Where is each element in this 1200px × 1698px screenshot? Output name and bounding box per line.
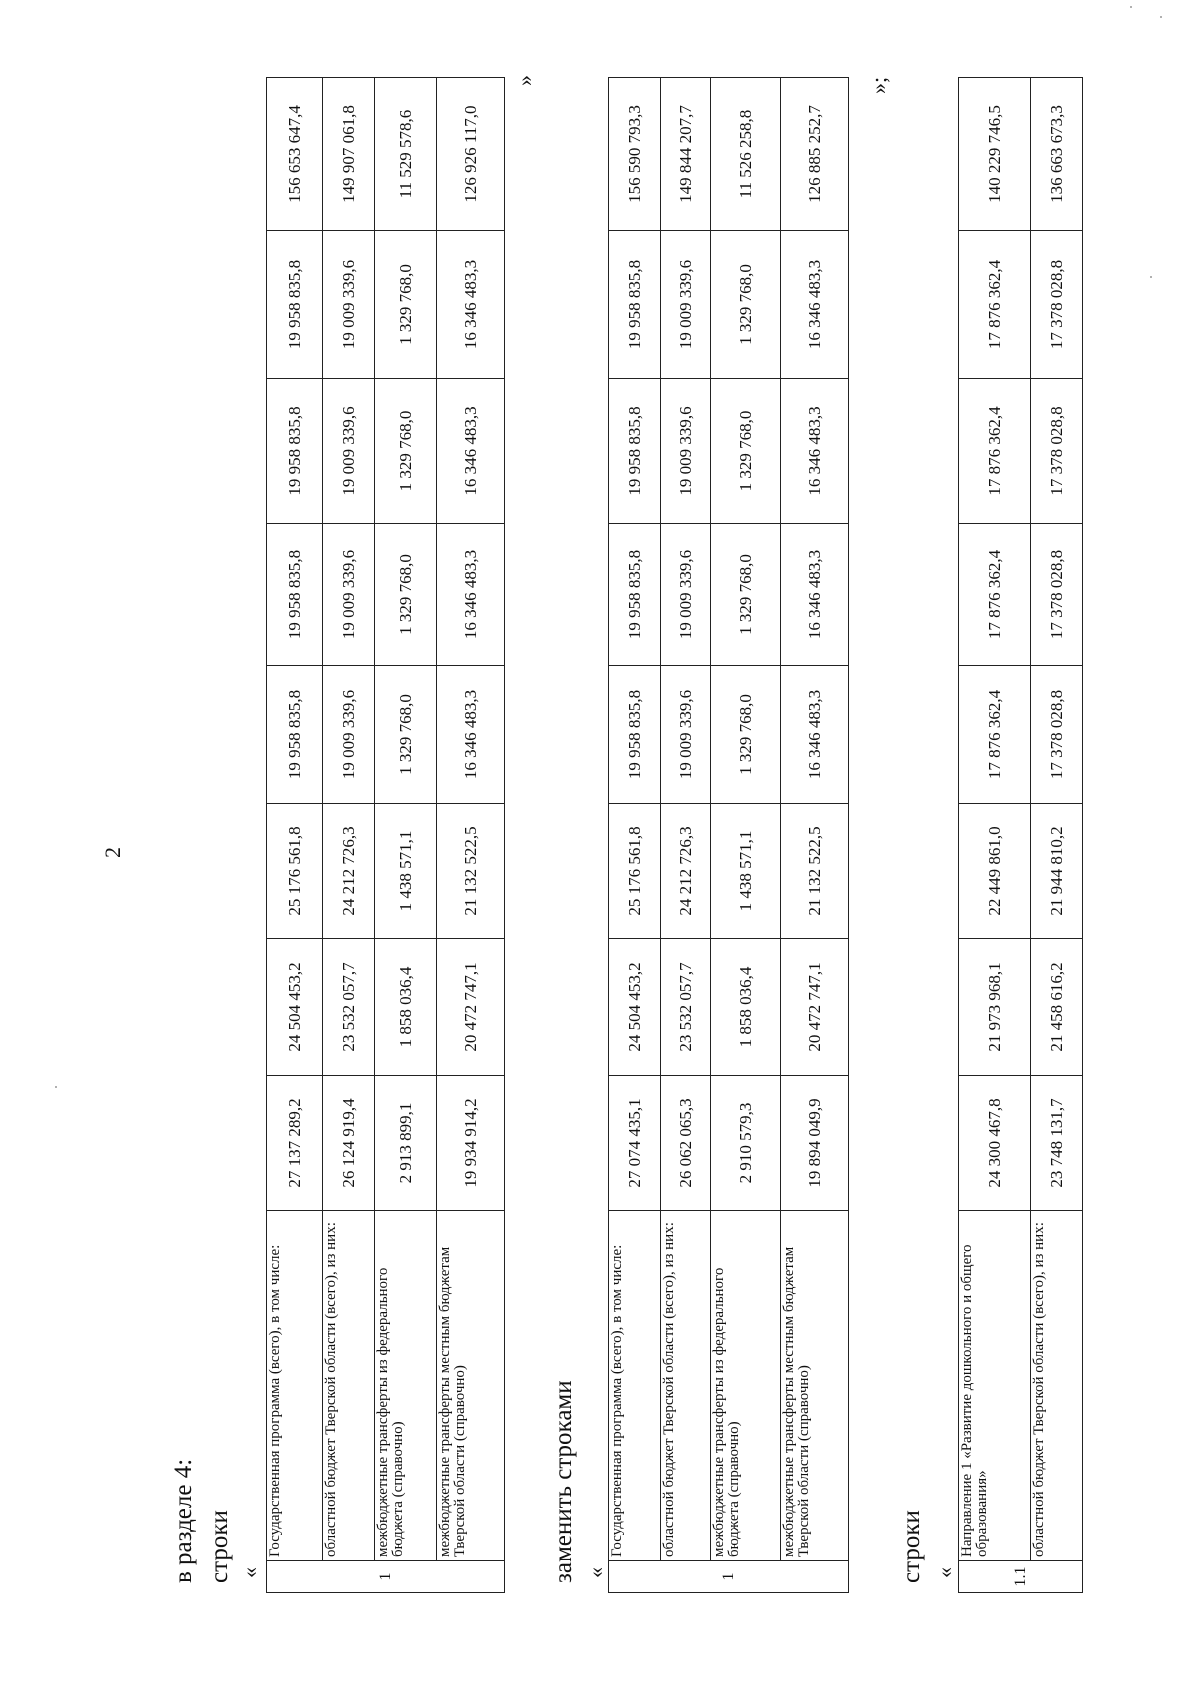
value-cell: 24 504 453,2 — [609, 939, 661, 1076]
value-cell: 1 329 768,0 — [375, 379, 437, 524]
value-cell: 17 378 028,8 — [1031, 231, 1083, 379]
value-cell: 19 009 339,6 — [661, 379, 711, 524]
page-number: 2 — [100, 847, 125, 858]
value-cell: 1 329 768,0 — [711, 379, 781, 524]
value-cell: 20 472 747,1 — [781, 939, 849, 1076]
scan-speck — [1130, 6, 1132, 8]
value-cell: 19 009 339,6 — [323, 379, 375, 524]
value-cell: 1 438 571,1 — [711, 804, 781, 939]
table-row — [323, 78, 375, 1593]
value-cell: 20 472 747,1 — [437, 939, 505, 1076]
value-cell: 2 910 579,3 — [711, 1076, 781, 1211]
scan-speck — [1150, 276, 1152, 278]
value-cell: 1 329 768,0 — [711, 666, 781, 804]
value-cell: 25 176 561,8 — [609, 804, 661, 939]
row-label: межбюджетные трансферты из федерального бюджета (справочно) — [375, 1211, 437, 1561]
block-1-caption: строки — [206, 1510, 233, 1583]
value-cell: 19 009 339,6 — [661, 524, 711, 666]
value-cell: 24 212 726,3 — [323, 804, 375, 939]
value-cell: 1 329 768,0 — [711, 524, 781, 666]
value-cell: 17 876 362,4 — [959, 666, 1031, 804]
value-cell: 21 458 616,2 — [1031, 939, 1083, 1076]
value-cell: 156 653 647,4 — [267, 78, 323, 231]
value-cell: 126 926 117,0 — [437, 78, 505, 231]
block-1-open-quote: « — [237, 1567, 262, 1578]
value-cell: 1 329 768,0 — [375, 666, 437, 804]
value-cell: 1 858 036,4 — [375, 939, 437, 1076]
value-cell: 1 438 571,1 — [375, 804, 437, 939]
value-cell: 24 504 453,2 — [267, 939, 323, 1076]
value-cell: 136 663 673,3 — [1031, 78, 1083, 231]
block-2-close-quote: »; — [866, 76, 891, 94]
value-cell: 19 958 835,8 — [609, 231, 661, 379]
value-cell: 1 858 036,4 — [711, 939, 781, 1076]
row-label: межбюджетные трансферты местным бюджетам Тверской области (справочно) — [437, 1211, 505, 1561]
table-row — [437, 78, 505, 1593]
row-number: 1 — [609, 1561, 849, 1593]
value-cell: 25 176 561,8 — [267, 804, 323, 939]
table-row — [711, 78, 781, 1593]
table-row — [661, 78, 711, 1593]
block-3-open-quote: « — [932, 1567, 957, 1578]
value-cell: 16 346 483,3 — [437, 524, 505, 666]
value-cell: 16 346 483,3 — [437, 379, 505, 524]
row-label: Государственная программа (всего), в том числе: — [609, 1211, 661, 1561]
value-cell: 22 449 861,0 — [959, 804, 1031, 939]
value-cell: 16 346 483,3 — [781, 524, 849, 666]
value-cell: 17 876 362,4 — [959, 524, 1031, 666]
value-cell: 26 062 065,3 — [661, 1076, 711, 1211]
value-cell: 24 300 467,8 — [959, 1076, 1031, 1211]
value-cell: 19 009 339,6 — [323, 666, 375, 804]
value-cell: 1 329 768,0 — [375, 524, 437, 666]
value-cell: 23 532 057,7 — [323, 939, 375, 1076]
value-cell: 16 346 483,3 — [437, 666, 505, 804]
value-cell: 16 346 483,3 — [781, 231, 849, 379]
row-label: Государственная программа (всего), в том числе: — [267, 1211, 323, 1561]
value-cell: 21 132 522,5 — [781, 804, 849, 939]
value-cell: 19 958 835,8 — [609, 666, 661, 804]
block-2-caption: заменить строками — [550, 1380, 577, 1583]
row-number: 1.1 — [959, 1561, 1083, 1593]
value-cell: 21 944 810,2 — [1031, 804, 1083, 939]
value-cell: 19 894 049,9 — [781, 1076, 849, 1211]
value-cell: 17 378 028,8 — [1031, 524, 1083, 666]
value-cell: 19 958 835,8 — [267, 524, 323, 666]
value-cell: 23 748 131,7 — [1031, 1076, 1083, 1211]
block-3-caption: строки — [898, 1510, 925, 1583]
value-cell: 19 958 835,8 — [267, 379, 323, 524]
value-cell: 19 934 914,2 — [437, 1076, 505, 1211]
row-label: Направление 1 «Развитие дошкольного и общего образования» — [959, 1211, 1031, 1561]
value-cell: 156 590 793,3 — [609, 78, 661, 231]
row-label: областной бюджет Тверской области (всего), из них: — [323, 1211, 375, 1561]
value-cell: 1 329 768,0 — [711, 231, 781, 379]
table-row — [609, 78, 661, 1593]
value-cell: 21 132 522,5 — [437, 804, 505, 939]
row-label: областной бюджет Тверской области (всего), из них: — [661, 1211, 711, 1561]
value-cell: 11 529 578,6 — [375, 78, 437, 231]
value-cell: 19 009 339,6 — [661, 666, 711, 804]
block-2-open-quote: « — [583, 1567, 608, 1578]
value-cell: 19 009 339,6 — [323, 231, 375, 379]
value-cell: 19 958 835,8 — [267, 231, 323, 379]
value-cell: 19 958 835,8 — [609, 524, 661, 666]
section-heading: в разделе 4: — [170, 1458, 197, 1583]
value-cell: 19 009 339,6 — [661, 231, 711, 379]
value-cell: 24 212 726,3 — [661, 804, 711, 939]
value-cell: 23 532 057,7 — [661, 939, 711, 1076]
value-cell: 26 124 919,4 — [323, 1076, 375, 1211]
row-label: межбюджетные трансферты местным бюджетам Тверской области (справочно) — [781, 1211, 849, 1561]
table-row — [781, 78, 849, 1593]
value-cell: 2 913 899,1 — [375, 1076, 437, 1211]
value-cell: 27 074 435,1 — [609, 1076, 661, 1211]
value-cell: 16 346 483,3 — [781, 379, 849, 524]
scan-speck — [1160, 16, 1162, 18]
table-block-1 — [266, 77, 505, 1593]
table-block-3 — [958, 77, 1083, 1593]
value-cell: 21 973 968,1 — [959, 939, 1031, 1076]
value-cell: 17 876 362,4 — [959, 231, 1031, 379]
value-cell: 27 137 289,2 — [267, 1076, 323, 1211]
row-label: областной бюджет Тверской области (всего), из них: — [1031, 1211, 1083, 1561]
value-cell: 19 009 339,6 — [323, 524, 375, 666]
value-cell: 17 876 362,4 — [959, 379, 1031, 524]
row-label: межбюджетные трансферты из федерального бюджета (справочно) — [711, 1211, 781, 1561]
value-cell: 149 907 061,8 — [323, 78, 375, 231]
value-cell: 140 229 746,5 — [959, 78, 1031, 231]
table-block-2 — [608, 77, 849, 1593]
value-cell: 149 844 207,7 — [661, 78, 711, 231]
block-1-close-quote: » — [512, 75, 537, 86]
table-row — [267, 78, 323, 1593]
scan-speck — [55, 1086, 57, 1088]
table-row — [959, 78, 1031, 1593]
value-cell: 16 346 483,3 — [781, 666, 849, 804]
value-cell: 19 958 835,8 — [609, 379, 661, 524]
value-cell: 17 378 028,8 — [1031, 379, 1083, 524]
value-cell: 126 885 252,7 — [781, 78, 849, 231]
table-row — [375, 78, 437, 1593]
value-cell: 19 958 835,8 — [267, 666, 323, 804]
value-cell: 1 329 768,0 — [375, 231, 437, 379]
value-cell: 11 526 258,8 — [711, 78, 781, 231]
value-cell: 16 346 483,3 — [437, 231, 505, 379]
table-row — [1031, 78, 1083, 1593]
row-number: 1 — [267, 1561, 505, 1593]
value-cell: 17 378 028,8 — [1031, 666, 1083, 804]
